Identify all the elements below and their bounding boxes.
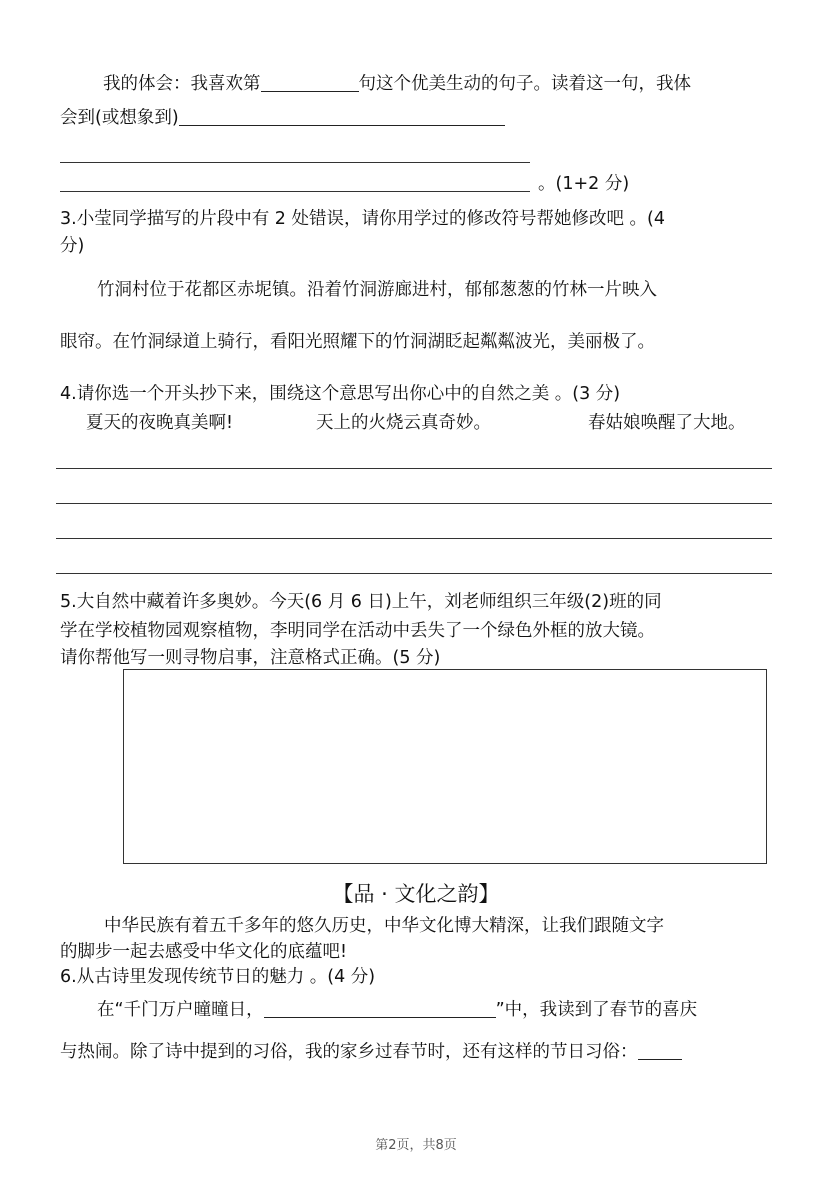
q2-line1-before: 我的体会：我喜欢第: [103, 74, 261, 94]
q6-line1: [97, 998, 697, 1022]
q2-feeling-blank-1[interactable]: [179, 107, 505, 126]
q4-answer-line-4[interactable]: [56, 573, 772, 574]
q3-question-line1: 3.小莹同学描写的片段中有 2 处错误，请你用学过的修改符号帮她修改吧 。(4: [60, 209, 665, 229]
q6-line1-before: 在“千门万户曈曈日，: [97, 1000, 264, 1020]
q2-line1: [103, 72, 691, 96]
q3-passage-line1: 竹洞村位于花都区赤坭镇。沿着竹洞游廊进村，郁郁葱葱的竹林一片映入: [97, 280, 657, 300]
q3-passage-line2: 眼帘。在竹洞绿道上骑行，看阳光照耀下的竹洞湖眨起粼粼波光，美丽极了。: [60, 332, 655, 352]
q4-question: 4.请你选一个开头抄下来，围绕这个意思写出你心中的自然之美 。(3 分): [60, 384, 621, 404]
q6-custom-blank[interactable]: [638, 1041, 682, 1060]
q2-line1-after: 句这个优美生动的句子。读着这一句，我体: [358, 74, 691, 94]
q2-line2-text: 会到(或想象到): [60, 108, 179, 128]
q3-question-line2: 分): [60, 236, 85, 256]
q2-feeling-blank-2[interactable]: [60, 162, 530, 163]
q2-sentence-number-blank[interactable]: [261, 73, 359, 92]
q4-answer-line-1[interactable]: [56, 468, 772, 469]
q2-feeling-blank-3[interactable]: [60, 191, 530, 192]
q4-option-2: 天上的火烧云真奇妙。: [316, 413, 491, 433]
q6-question: 6.从古诗里发现传统节日的魅力 。(4 分): [60, 967, 376, 987]
q6-line2-text: 与热闹。除了诗中提到的习俗，我的家乡过春节时，还有这样的节日习俗：: [60, 1042, 638, 1062]
q4-answer-line-3[interactable]: [56, 538, 772, 539]
q5-line2: 学在学校植物园观察植物，李明同学在活动中丢失了一个绿色外框的放大镜。: [60, 621, 655, 641]
q4-option-3: 春姑娘唤醒了大地。: [588, 413, 746, 433]
page-number: 第2页，共8页: [375, 1138, 457, 1153]
section-intro-line2: 的脚步一起去感受中华文化的底蕴吧!: [60, 942, 348, 962]
q5-line3: 请你帮他写一则寻物启事，注意格式正确。(5 分): [60, 648, 441, 668]
q6-line1-after: ”中，我读到了春节的喜庆: [495, 1000, 698, 1020]
section-title: 【品 · 文化之韵】: [332, 882, 500, 906]
q4-answer-line-2[interactable]: [56, 503, 772, 504]
q4-option-1: 夏天的夜晚真美啊!: [86, 413, 234, 433]
q5-line1: 5.大自然中藏着许多奥妙。今天(6 月 6 日)上午，刘老师组织三年级(2)班的同: [60, 592, 662, 612]
q6-line2: [60, 1040, 682, 1064]
q2-line2: [60, 106, 505, 130]
q2-score: 。(1+2 分): [538, 174, 630, 194]
q5-answer-box[interactable]: [123, 669, 767, 864]
section-intro-line1: 中华民族有着五千多年的悠久历史，中华文化博大精深，让我们跟随文字: [104, 916, 664, 936]
q6-poem-blank[interactable]: [264, 999, 496, 1018]
